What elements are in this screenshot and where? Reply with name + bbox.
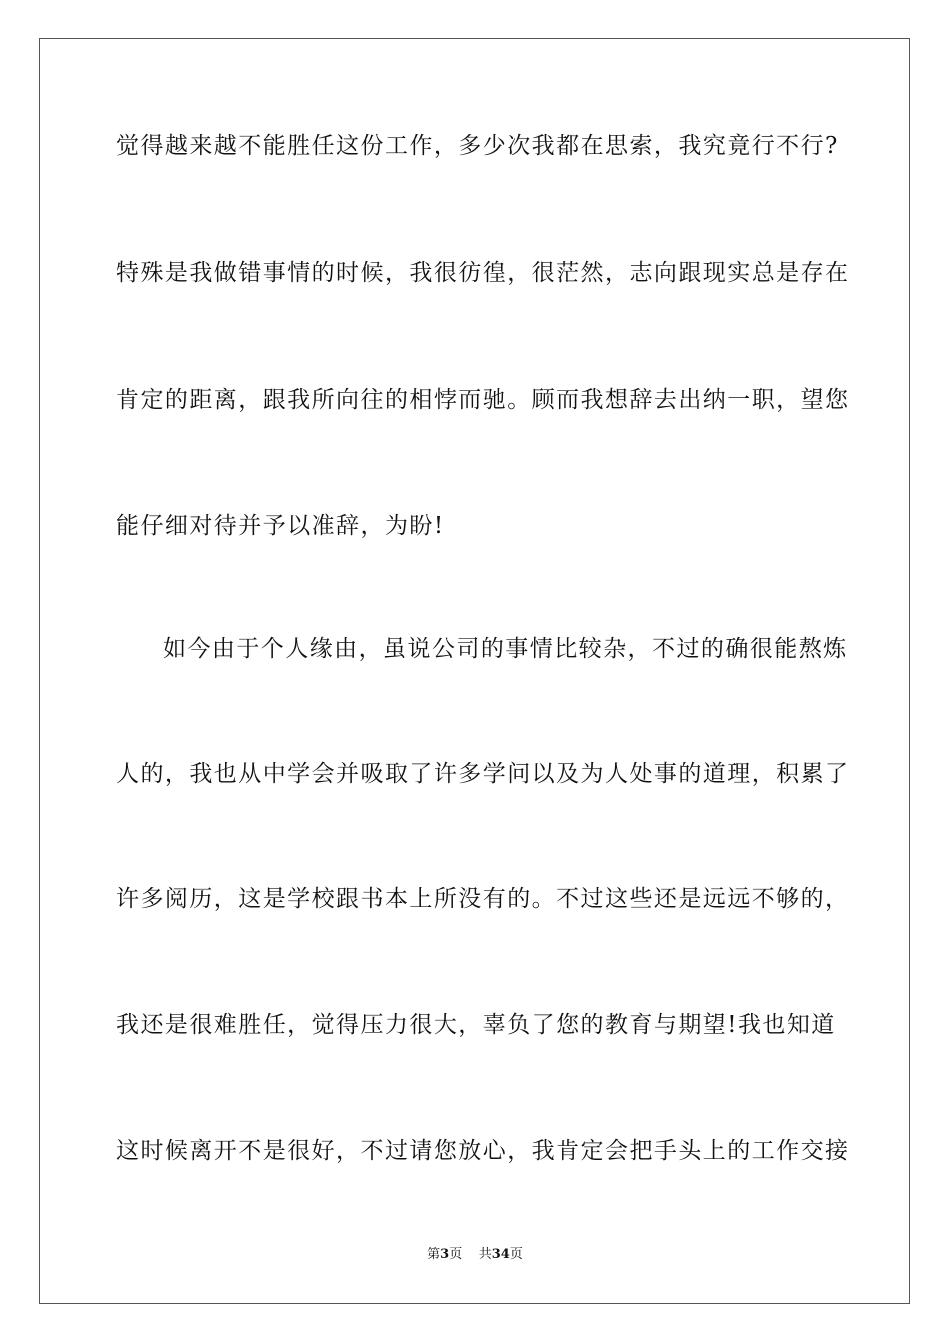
- body-line-1: 觉得越来越不能胜任这份工作，多少次我都在思索，我究竟行不行?: [116, 133, 839, 159]
- body-line-9: 这时候离开不是很好，不过请您放心，我肯定会把手头上的工作交接: [116, 1138, 850, 1164]
- total-pages: 34: [491, 1247, 510, 1262]
- page-number: 3: [440, 1247, 450, 1262]
- total-prefix: 共: [478, 1247, 492, 1262]
- body-line-3: 肯定的距离，跟我所向往的相悖而驰。顾而我想辞去出纳一职，望您: [116, 387, 850, 413]
- page-footer: [0, 1246, 950, 1264]
- body-line-8: 我还是很难胜任，觉得压力很大，辜负了您的教育与期望!我也知道: [116, 1012, 836, 1038]
- body-line-6: 人的，我也从中学会并吸取了许多学问以及为人处事的道理，积累了: [116, 761, 850, 787]
- body-line-4: 能仔细对待并予以准辞，为盼!: [116, 513, 445, 539]
- page-prefix: 第: [427, 1247, 441, 1262]
- total-suffix: 页: [509, 1247, 523, 1262]
- paragraph-start-line: 如今由于个人缘由，虽说公司的事情比较杂，不过的确很能熬炼: [163, 636, 848, 662]
- body-line-2: 特殊是我做错事情的时候，我很彷徨，很茫然，志向跟现实总是存在: [116, 260, 850, 286]
- body-line-7: 许多阅历，这是学校跟书本上所没有的。不过这些还是远远不够的，: [116, 886, 850, 912]
- page-frame: [39, 38, 910, 1304]
- page-suffix: 页: [449, 1247, 463, 1262]
